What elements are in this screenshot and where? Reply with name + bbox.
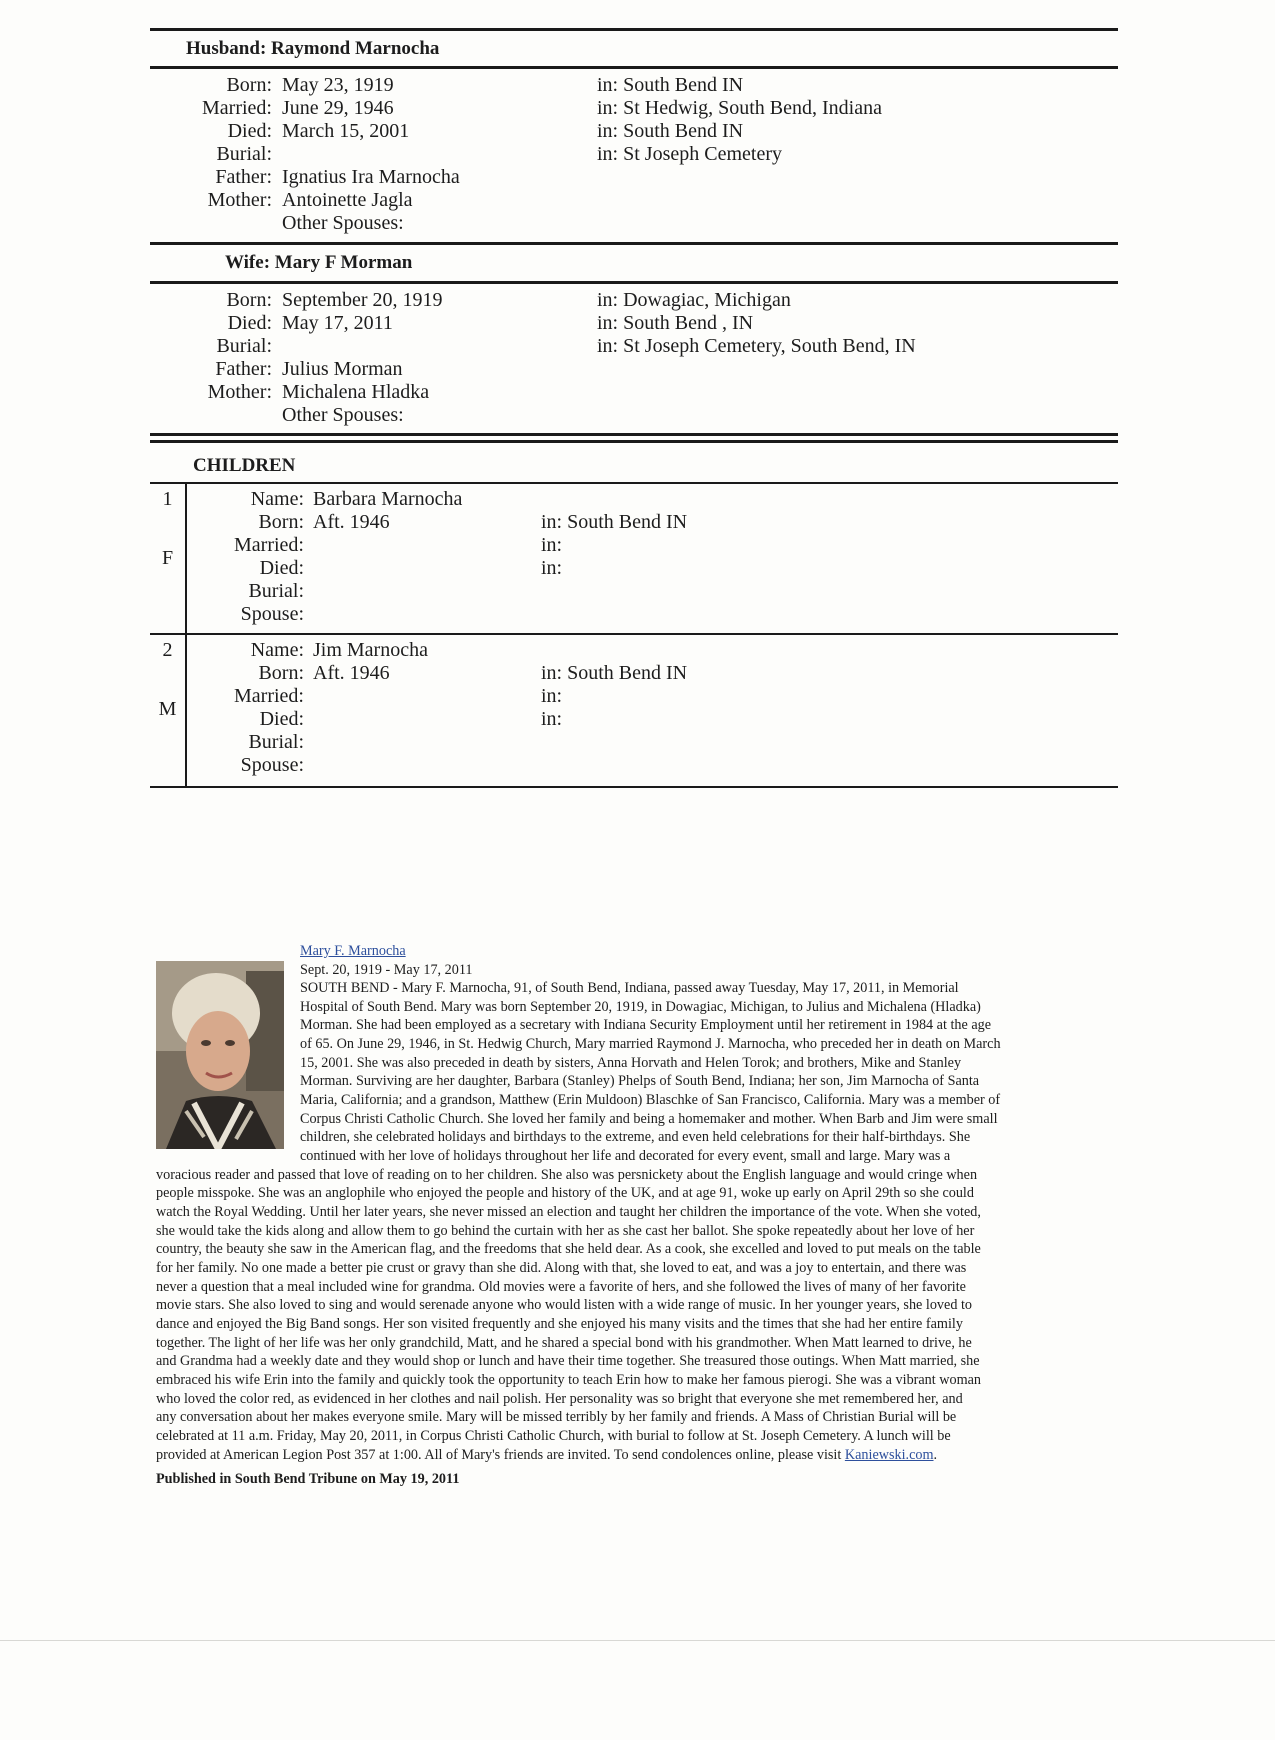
children-bottom-rule xyxy=(150,786,1118,788)
obituary-line: continued with her love of holidays throughout her life and decorated for every event, small and large. Mary was a xyxy=(300,1148,951,1164)
child-married-place: in: xyxy=(541,685,563,707)
burial-label: Burial: xyxy=(248,731,304,753)
died-label: Died: xyxy=(227,120,272,142)
child-born-place: in: South Bend IN xyxy=(541,511,688,533)
married-label: Married: xyxy=(202,97,272,119)
portrait-photo xyxy=(156,961,284,1149)
died-label: Died: xyxy=(227,312,272,334)
wife-header-rule xyxy=(150,281,1118,284)
obituary-line: watch the Royal Wedding. Until her later years, she never missed an election and taught her children the importance of the vote. When she voted, xyxy=(156,1204,981,1220)
obituary-line: Hospital of South Bend. Mary was born September 20, 1919, in Dowagiac, Michigan, to Julius and Michalena (Hladka) xyxy=(300,999,981,1015)
obituary-line: of 65. On June 29, 1946, in St. Hedwig Church, Mary married Raymond J. Marnocha, who preceded her in death on March xyxy=(300,1036,1001,1052)
obituary-line: children, she celebrated holidays and birthdays to the extreme, and even held celebrations for their half-birthdays. She xyxy=(300,1129,971,1145)
child-name: Barbara Marnocha xyxy=(313,488,463,510)
wife-name: Mary F Morman xyxy=(274,252,413,273)
name-label: Name: xyxy=(250,639,304,661)
child-number: 2 xyxy=(162,639,173,661)
husband-died-place: in: South Bend IN xyxy=(597,120,744,142)
obituary-line: never a question that a meal included wine for grandma. Old movies were a favorite of hers, and she followed the lives of many of her favorite xyxy=(156,1279,966,1295)
children-number-divider xyxy=(185,483,187,787)
obituary-line: any conversation about her makes everyone smile. Mary will be missed terribly by her family and friends. A Mass of Christian Burial will be xyxy=(156,1409,957,1425)
mother-label: Mother: xyxy=(207,381,272,403)
children-header-rule xyxy=(150,482,1118,484)
died-label: Died: xyxy=(259,557,304,579)
mother-label: Mother: xyxy=(207,189,272,211)
wife-died-place: in: South Bend , IN xyxy=(597,312,754,334)
child-born-place: in: South Bend IN xyxy=(541,662,688,684)
wife-burial-place: in: St Joseph Cemetery, South Bend, IN xyxy=(597,335,916,357)
obituary-line: Morman. Surviving are her daughter, Barbara (Stanley) Phelps of South Bend, Indiana; her son, Jim Marnocha of Santa xyxy=(300,1073,980,1089)
husband-name: Raymond Marnocha xyxy=(271,38,440,59)
husband-married-place: in: St Hedwig, South Bend, Indiana xyxy=(597,97,882,119)
name-label: Name: xyxy=(250,488,304,510)
born-label: Born: xyxy=(258,511,304,533)
wife-died-date: May 17, 2011 xyxy=(282,312,393,334)
obituary-line: for her family. No one made a better pie crust or gravy than she did. Along with that, she loved to eat, and was a joy to entertain, and there was xyxy=(156,1260,967,1276)
obituary-line: 15, 2001. She was also preceded in death by sisters, Anna Horvath and Helen Torok; and brothers, Mike and Stanley xyxy=(300,1055,962,1071)
child-born-date: Aft. 1946 xyxy=(313,511,390,533)
child-number: 1 xyxy=(162,488,173,510)
obituary-line: embraced his wife Erin into the family and quickly took the opportunity to teach Erin how to make her famous pierogi. She was a vibrant woman xyxy=(156,1372,982,1388)
father-label: Father: xyxy=(215,166,272,188)
born-label: Born: xyxy=(258,662,304,684)
other-spouses-label: Other Spouses: xyxy=(282,404,404,426)
obituary-line: celebrated at 11 a.m. Friday, May 20, 2011, in Corpus Christi Catholic Church, with burial to follow at St. Joseph Cemetery. A lunch will be xyxy=(156,1428,951,1444)
burial-label: Burial: xyxy=(216,335,272,357)
obituary-line: dance and enjoyed the Big Band songs. Her son visited frequently and she enjoyed his many visits and the times that she had her entire family xyxy=(156,1316,963,1332)
obituary-line: together. The light of her life was her only grandchild, Matt, and he shared a special bond with his grandmother. When Matt learned to drive, he xyxy=(156,1335,972,1351)
other-spouses-label: Other Spouses: xyxy=(282,212,404,234)
portrait-image xyxy=(156,961,284,1149)
obituary-name-link[interactable]: Mary F. Marnocha xyxy=(300,943,406,959)
child-died-place: in: xyxy=(541,557,563,579)
husband-label: Husband: xyxy=(186,38,267,59)
obituary-line: country, the beauty she saw in the American flag, and the freedoms that she held dear. As a cook, she excelled and loved to put meals on the table xyxy=(156,1241,981,1257)
children-heading: CHILDREN xyxy=(193,455,296,476)
obituary-line: people misspoke. She was an anglophile who enjoyed the people and history of the UK, and at age 91, woke up early on April 29th so she could xyxy=(156,1185,974,1201)
obituary-line: she would take the kids along and allow them to go behind the curtain with her as she cast her ballot. She spoke repeatedly about her love of her xyxy=(156,1223,975,1239)
husband-mother: Antoinette Jagla xyxy=(282,189,413,211)
married-label: Married: xyxy=(234,685,304,707)
wife-label: Wife: xyxy=(225,252,271,273)
burial-label: Burial: xyxy=(248,580,304,602)
wife-header xyxy=(225,252,412,274)
child-born-date: Aft. 1946 xyxy=(313,662,390,684)
wife-mother: Michalena Hladka xyxy=(282,381,430,403)
obituary-line: Maria, California; and a grandson, Matthew (Erin Muldoon) Blaschke of San Francisco, California. Mary was a member of xyxy=(300,1092,1001,1108)
spouse-label: Spouse: xyxy=(240,754,304,776)
child-died-place: in: xyxy=(541,708,563,730)
born-label: Born: xyxy=(226,74,272,96)
child-sex: F xyxy=(161,547,174,569)
husband-died-date: March 15, 2001 xyxy=(282,120,410,142)
burial-label: Burial: xyxy=(216,143,272,165)
obituary-line: Morman. She had been employed as a secretary with Indiana Security Employment until her retirement in 1984 at the age xyxy=(300,1017,992,1033)
married-label: Married: xyxy=(234,534,304,556)
husband-header-rule xyxy=(150,66,1118,69)
husband-header xyxy=(186,38,439,60)
spouse-label: Spouse: xyxy=(240,603,304,625)
obituary-line: who loved the color red, as evidenced in her clothes and nail polish. Her personality was so bright that everyone she met remembered her, and xyxy=(156,1391,963,1407)
child-married-place: in: xyxy=(541,534,563,556)
father-label: Father: xyxy=(215,358,272,380)
obituary-dates: Sept. 20, 1919 - May 17, 2011 xyxy=(300,962,473,978)
obituary-line: voracious reader and passed that love of reading on to her children. She also was persnickety about the English language and would cringe when xyxy=(156,1167,978,1183)
scan-bottom-line xyxy=(0,1640,1275,1641)
child-name: Jim Marnocha xyxy=(313,639,428,661)
obituary-line: SOUTH BEND - Mary F. Marnocha, 91, of South Bend, Indiana, passed away Tuesday, May 17, 2011, in Memorial xyxy=(300,980,959,996)
child-divider xyxy=(150,633,1118,635)
wife-top-rule xyxy=(150,242,1118,245)
children-top-rule-1 xyxy=(150,433,1118,436)
husband-born-place: in: South Bend IN xyxy=(597,74,744,96)
wife-born-place: in: Dowagiac, Michigan xyxy=(597,289,791,311)
obituary-last-line-period: . xyxy=(933,1447,938,1463)
husband-top-rule xyxy=(150,28,1118,31)
obituary-line: movie stars. She also loved to sing and would serenade anyone who would listen with a wide range of music. In her younger years, she loved to xyxy=(156,1297,972,1313)
obituary-last-line xyxy=(156,1446,937,1465)
published-note: Published in South Bend Tribune on May 19, 2011 xyxy=(156,1471,460,1487)
children-top-rule-2 xyxy=(150,440,1118,443)
husband-burial-place: in: St Joseph Cemetery xyxy=(597,143,782,165)
wife-born-date: September 20, 1919 xyxy=(282,289,443,311)
obituary-line: and Grandma had a weekly date and they would shop or lunch and have their time together. She treasured those outings. When Matt married, she xyxy=(156,1353,980,1369)
died-label: Died: xyxy=(259,708,304,730)
born-label: Born: xyxy=(226,289,272,311)
child-sex: M xyxy=(158,698,177,720)
obituary-line: Corpus Christi Catholic Church. She loved her family and being a homemaker and mother. When Barb and Jim were small xyxy=(300,1111,998,1127)
wife-father: Julius Morman xyxy=(282,358,403,380)
husband-born-date: May 23, 1919 xyxy=(282,74,394,96)
husband-married-date: June 29, 1946 xyxy=(282,97,394,119)
husband-father: Ignatius Ira Marnocha xyxy=(282,166,460,188)
obituary-last-line-text: provided at American Legion Post 357 at 1:00. All of Mary's friends are invited. To send condolences online, please visit xyxy=(156,1447,845,1463)
kaniewski-link[interactable]: Kaniewski.com xyxy=(844,1447,934,1463)
